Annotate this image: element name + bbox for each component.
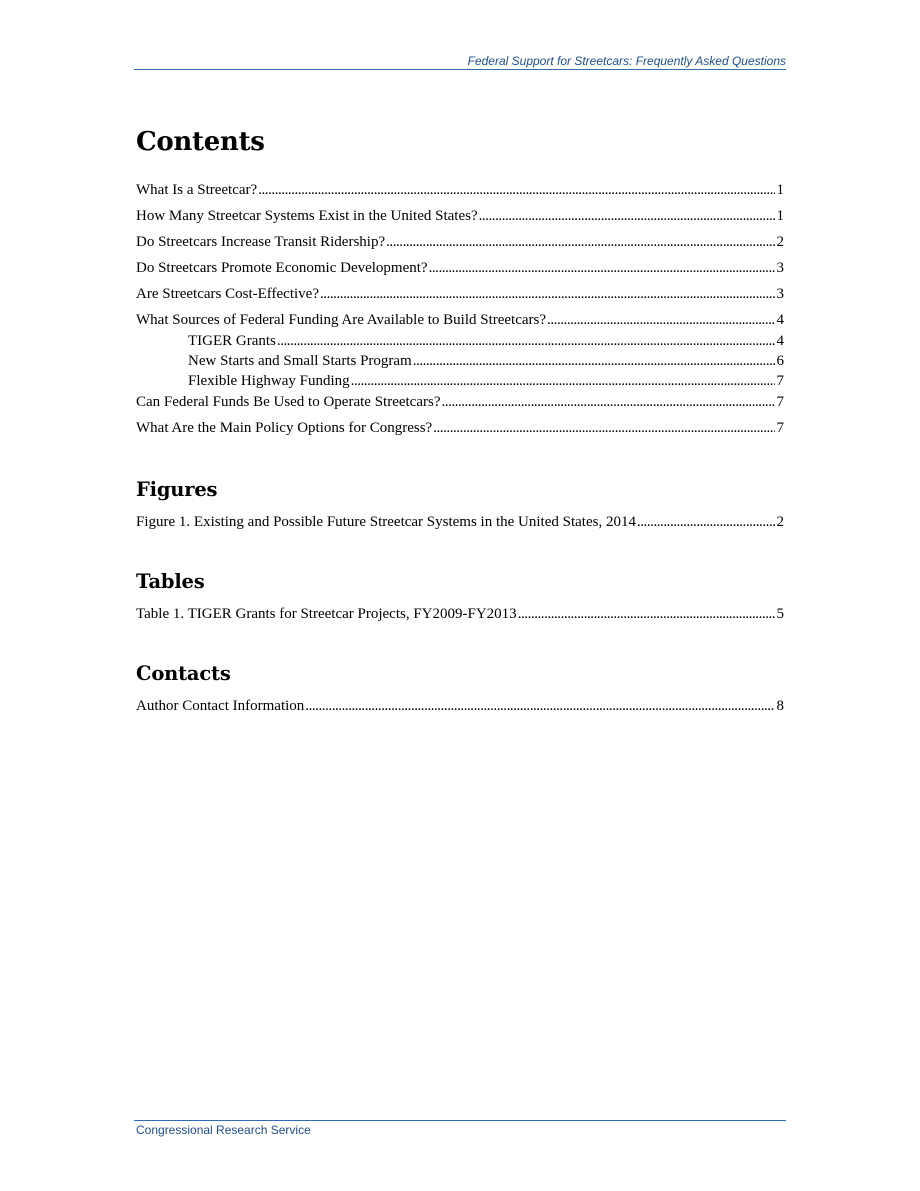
toc-entry-title: New Starts and Small Starts Program	[188, 353, 412, 369]
dot-leader	[479, 207, 775, 225]
toc-entry-figure[interactable]	[136, 513, 784, 531]
toc-page-number: 4	[776, 312, 784, 328]
toc-page-number: 5	[776, 606, 784, 622]
contacts-list	[136, 697, 784, 715]
toc-entry-table[interactable]	[136, 605, 784, 623]
dot-leader	[429, 259, 775, 277]
toc-entry[interactable]	[136, 233, 784, 251]
toc-entry-title: Author Contact Information	[136, 698, 305, 714]
figures-section	[136, 477, 784, 531]
toc-subentry[interactable]	[136, 372, 784, 390]
toc-entry-title: Flexible Highway Funding	[188, 373, 350, 389]
toc-entry-title: Table 1. TIGER Grants for Streetcar Projects, FY2009-FY2013	[136, 606, 517, 622]
toc-entry-title: Are Streetcars Cost-Effective?	[136, 286, 319, 302]
dot-leader	[277, 332, 775, 350]
toc-entry-contact[interactable]	[136, 697, 784, 715]
toc-page-number: 7	[776, 394, 784, 410]
toc-page-number: 7	[776, 420, 784, 436]
toc-entry[interactable]	[136, 259, 784, 277]
tables-section	[136, 569, 784, 623]
dot-leader	[518, 605, 775, 623]
running-header: Federal Support for Streetcars: Frequently Asked Questions	[467, 54, 786, 68]
dot-leader	[305, 697, 774, 715]
toc-entry-title: What Sources of Federal Funding Are Available to Build Streetcars?	[136, 312, 547, 328]
footer-rule	[134, 1120, 786, 1121]
toc-entry[interactable]	[136, 419, 784, 437]
dot-leader	[320, 285, 775, 303]
toc-entry[interactable]	[136, 393, 784, 411]
toc-page-number: 4	[776, 333, 784, 349]
dot-leader	[386, 233, 774, 251]
figures-list	[136, 513, 784, 531]
toc-entry-title: Can Federal Funds Be Used to Operate Streetcars?	[136, 394, 441, 410]
dot-leader	[637, 513, 775, 531]
dot-leader	[413, 352, 775, 370]
toc-subentry[interactable]	[136, 352, 784, 370]
dot-leader	[442, 393, 775, 411]
dot-leader	[351, 372, 775, 390]
toc-entry-title: Figure 1. Existing and Possible Future Streetcar Systems in the United States, 2014	[136, 514, 636, 530]
toc-page-number: 3	[776, 260, 784, 276]
contacts-heading: Contacts	[136, 662, 231, 685]
table-of-contents	[136, 122, 784, 723]
dot-leader	[433, 419, 774, 437]
toc-page-number: 7	[776, 373, 784, 389]
toc-page-number: 2	[776, 234, 784, 250]
figures-heading: Figures	[136, 478, 218, 501]
toc-entry-title: Do Streetcars Promote Economic Development?	[136, 260, 428, 276]
contents-list	[136, 181, 784, 437]
header-rule	[134, 69, 786, 70]
toc-subentry[interactable]	[136, 332, 784, 350]
toc-page-number: 3	[776, 286, 784, 302]
toc-entry-title: What Is a Streetcar?	[136, 182, 258, 198]
toc-page-number: 1	[776, 208, 784, 224]
toc-entry[interactable]	[136, 311, 784, 329]
toc-entry[interactable]	[136, 181, 784, 199]
toc-page-number: 2	[776, 514, 784, 530]
toc-page-number: 1	[776, 182, 784, 198]
toc-entry-title: How Many Streetcar Systems Exist in the United States?	[136, 208, 478, 224]
running-footer: Congressional Research Service	[136, 1123, 311, 1137]
toc-entry-title: TIGER Grants	[188, 333, 276, 349]
dot-leader	[258, 181, 774, 199]
toc-entry-title: What Are the Main Policy Options for Congress?	[136, 420, 433, 436]
dot-leader	[547, 311, 774, 329]
contacts-section	[136, 661, 784, 715]
contents-heading: Contents	[136, 127, 265, 157]
tables-heading: Tables	[136, 570, 205, 593]
toc-entry[interactable]	[136, 285, 784, 303]
toc-page-number: 6	[776, 353, 784, 369]
tables-list	[136, 605, 784, 623]
toc-page-number: 8	[776, 698, 784, 714]
toc-entry[interactable]	[136, 207, 784, 225]
toc-entry-title: Do Streetcars Increase Transit Ridership?	[136, 234, 386, 250]
